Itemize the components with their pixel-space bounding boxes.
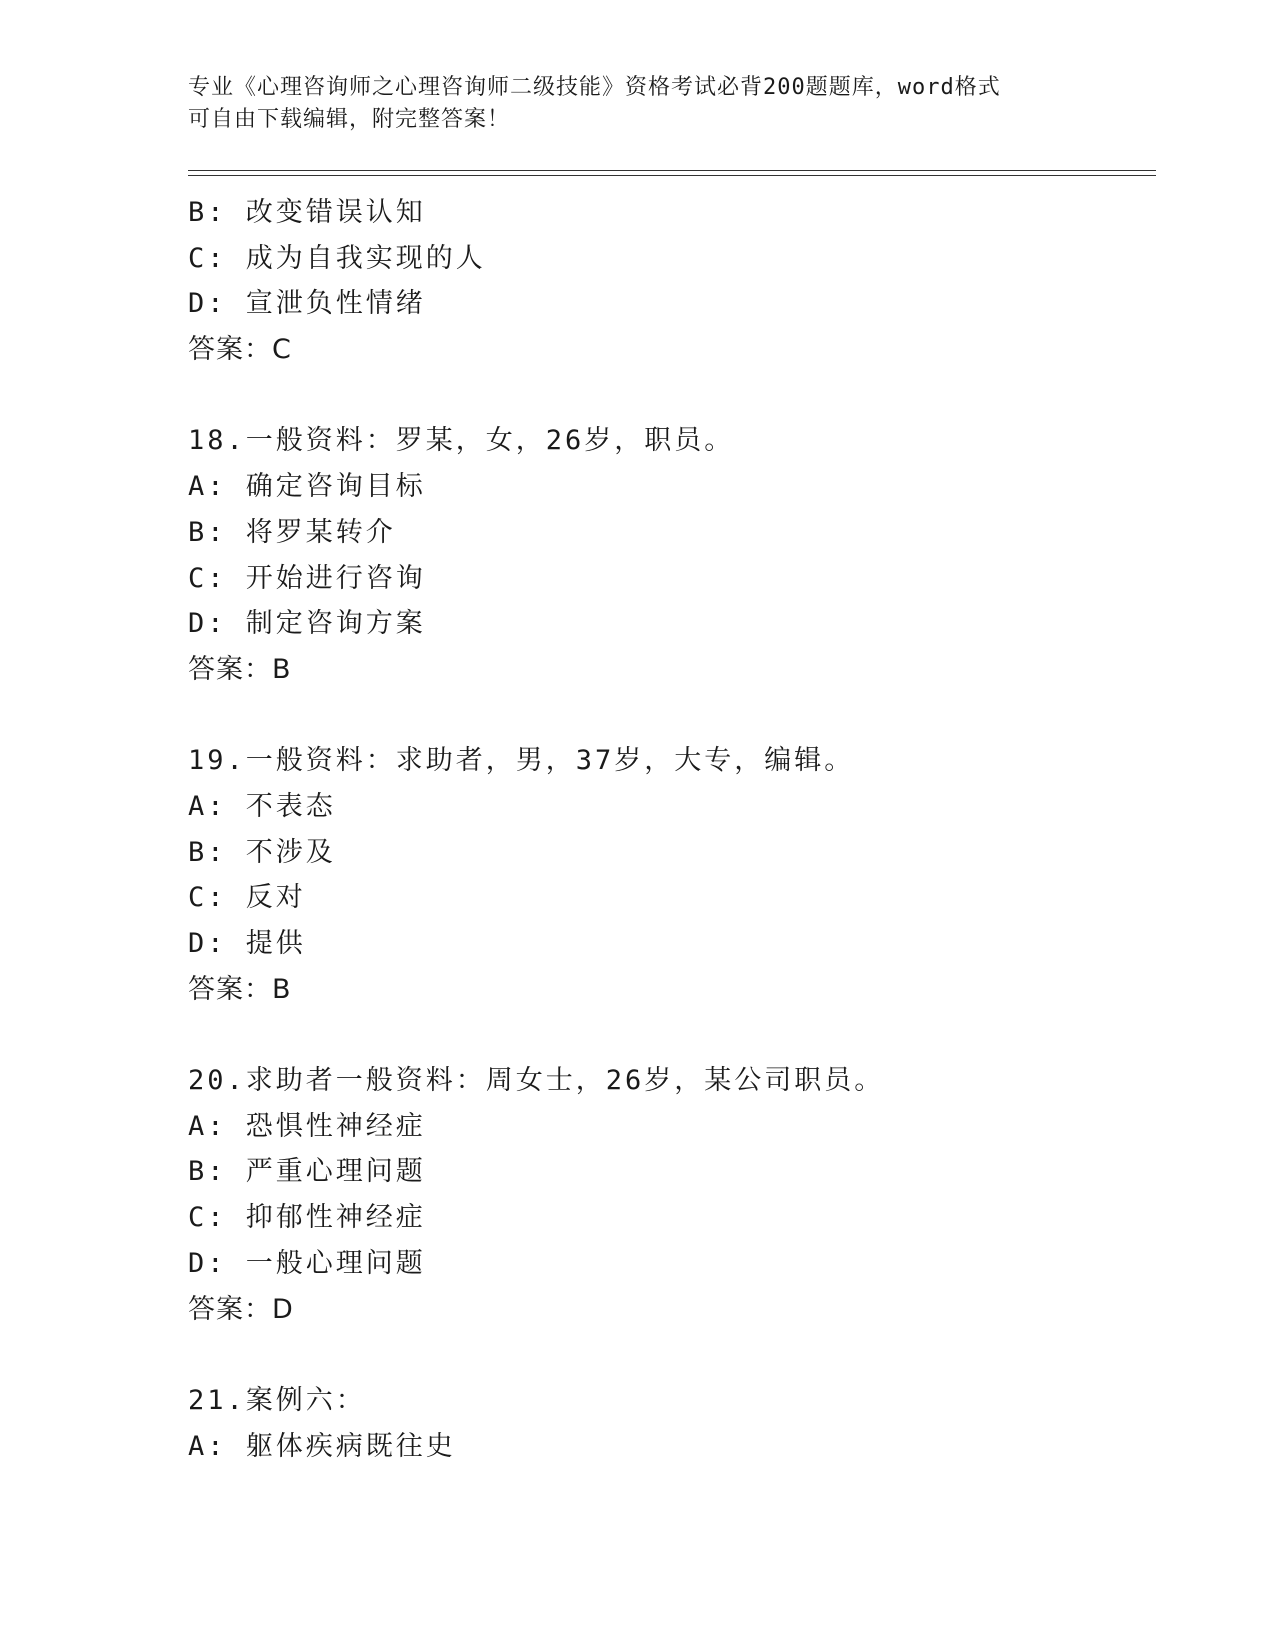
option-c: C: 抑郁性神经症 xyxy=(188,1202,426,1234)
answer: 答案：D xyxy=(188,1293,294,1325)
option-b: B: 改变错误认知 xyxy=(188,197,426,228)
question-stem: 18.一般资料：罗某，女，26岁，职员。 xyxy=(188,425,735,457)
header-line-2: 可自由下载编辑，附完整答案！ xyxy=(188,107,511,132)
option-c: C: 开始进行咨询 xyxy=(188,562,426,594)
header-rule-top xyxy=(188,170,1156,171)
question-list xyxy=(188,190,1148,1469)
option-d: D: 宣泄负性情绪 xyxy=(188,288,426,320)
header-line-1: 专业《心理咨询师之心理咨询师二级技能》资格考试必背200题题库，word格式 xyxy=(188,75,1001,100)
option-b: B: 将罗某转介 xyxy=(188,516,396,548)
document-header xyxy=(188,72,1068,136)
option-d: D: 制定咨询方案 xyxy=(188,608,426,640)
header-rule-bottom xyxy=(188,175,1156,176)
option-a: A: 确定咨询目标 xyxy=(188,471,426,503)
option-c: C: 反对 xyxy=(188,882,306,914)
option-a: A: 不表态 xyxy=(188,790,336,822)
question-stem: 21.案例六： xyxy=(188,1384,366,1416)
answer: 答案：C xyxy=(188,334,292,366)
option-c: C: 成为自我实现的人 xyxy=(188,242,486,274)
option-d: D: 提供 xyxy=(188,928,306,959)
option-b: B: 严重心理问题 xyxy=(188,1156,426,1188)
option-a: A: 恐惧性神经症 xyxy=(188,1110,426,1142)
answer: 答案：B xyxy=(188,973,292,1005)
option-b: B: 不涉及 xyxy=(188,836,336,868)
option-d: D: 一般心理问题 xyxy=(188,1247,426,1279)
question-stem: 19.一般资料：求助者，男，37岁，大专，编辑。 xyxy=(188,745,855,777)
question-stem: 20.求助者一般资料：周女士，26岁，某公司职员。 xyxy=(188,1065,885,1097)
answer: 答案：B xyxy=(188,653,292,685)
option-a: A: 躯体疾病既往史 xyxy=(188,1430,456,1462)
